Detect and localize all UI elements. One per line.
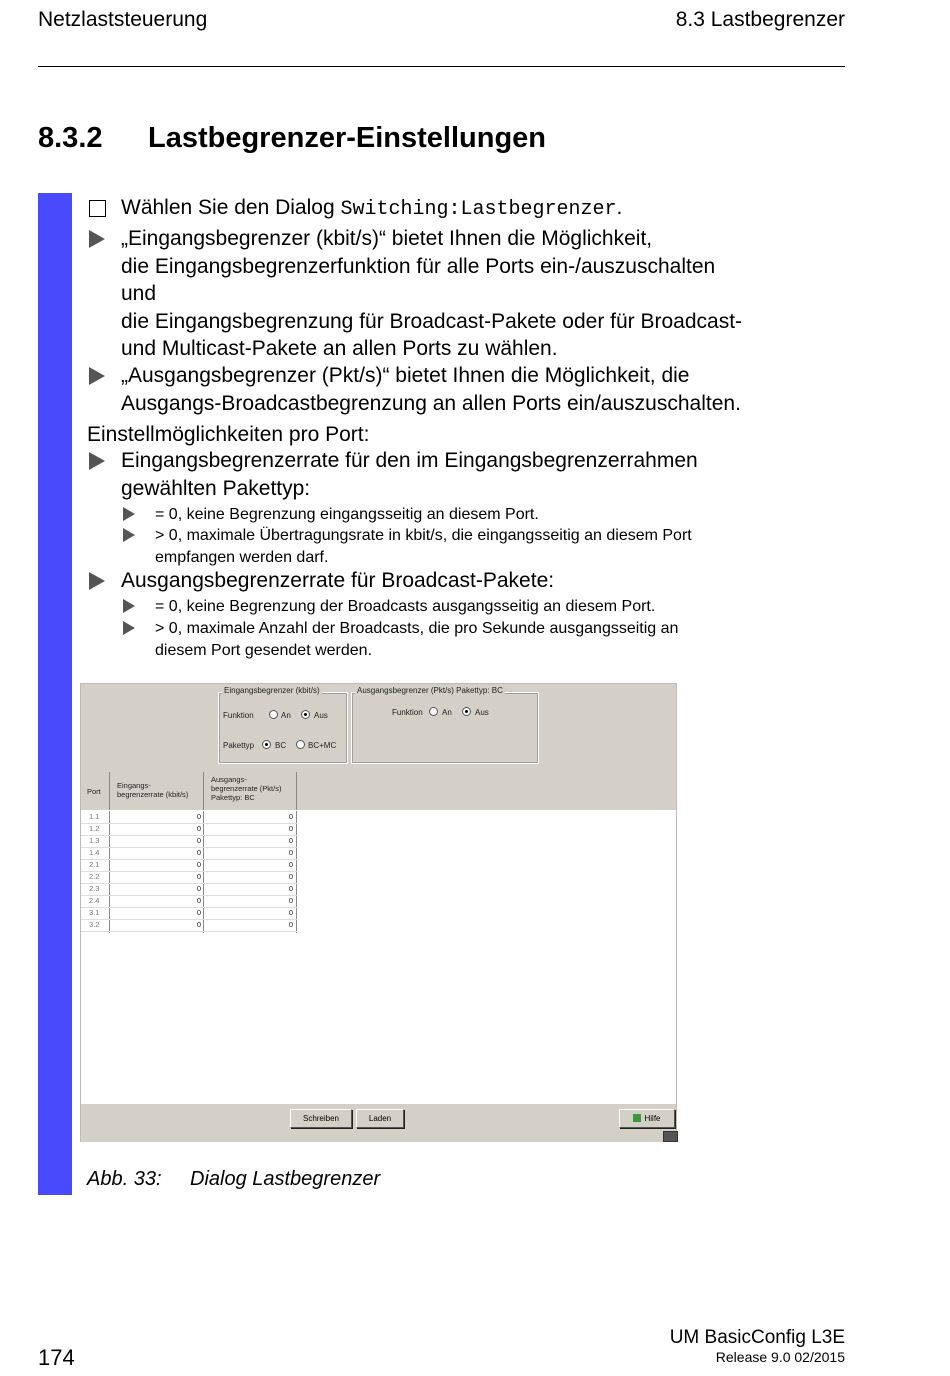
lastbegrenzer-dialog-screenshot — [80, 683, 677, 1142]
ingress-rate-cell[interactable]: 0 — [196, 812, 201, 821]
ingress-function-label: Funktion — [223, 711, 254, 720]
column-header-ingress-rate[interactable]: Eingangs- begrenzerrate (kbit/s) — [117, 781, 189, 799]
option-line: Eingangsbegrenzerrate für den im Eingangsbegrenzerrahmen — [121, 449, 698, 472]
intro-instruction — [121, 194, 622, 224]
bullet-ingress — [121, 225, 742, 363]
egress-function-label: Funktion — [392, 708, 423, 717]
footer-release: Release 9.0 02/2015 — [715, 1349, 845, 1365]
bullet-egress — [121, 362, 741, 417]
ingress-rate-cell[interactable]: 0 — [196, 920, 201, 929]
page-number: 174 — [38, 1345, 75, 1370]
sub-option — [155, 525, 692, 568]
intro-text: Wählen Sie den Dialog — [121, 196, 341, 219]
help-button[interactable] — [619, 1109, 675, 1128]
port-cell: 2.1 — [89, 860, 100, 869]
egress-group-title: Ausgangsbegrenzer (Pkt/s) Pakettyp: BC — [357, 686, 503, 695]
footer-document-title: UM BasicConfig L3E — [669, 1327, 845, 1348]
ingress-rate-cell[interactable]: 0 — [196, 908, 201, 917]
load-button[interactable]: Laden — [356, 1109, 404, 1128]
sub-option-line: = 0, keine Begrenzung eingangsseitig an diesem Port. — [155, 506, 539, 523]
port-option-egress: Ausgangsbegrenzerrate für Broadcast-Pakete: — [121, 569, 555, 592]
ingress-rate-cell[interactable]: 0 — [196, 896, 201, 905]
sub-option-line: empfangen werden darf. — [155, 548, 329, 566]
help-button-label: Hilfe — [644, 1114, 661, 1123]
column-divider — [296, 772, 297, 810]
egress-rate-cell[interactable]: 0 — [288, 812, 293, 821]
ingress-group-title: Eingangsbegrenzer (kbit/s) — [224, 686, 320, 695]
column-divider — [203, 772, 204, 810]
egress-rate-cell[interactable]: 0 — [288, 920, 293, 929]
checkbox-icon — [89, 200, 106, 217]
running-header-right: 8.3 Lastbegrenzer — [675, 8, 845, 31]
intro-end: . — [616, 196, 623, 219]
instruction-sidebar-bar — [38, 193, 72, 1195]
egress-rate-cell[interactable]: 0 — [288, 884, 293, 893]
sub-option-line: > 0, maximale Übertragungsrate in kbit/s, die eingangsseitig an diesem Port — [155, 527, 692, 544]
dialog-settings-area — [81, 684, 676, 772]
port-cell: 2.4 — [89, 896, 100, 905]
ingress-type-bcmc-radio[interactable] — [296, 740, 305, 749]
egress-limiter-group — [351, 692, 539, 764]
egress-rate-cell[interactable]: 0 — [288, 836, 293, 845]
ingress-function-off-radio[interactable] — [301, 710, 310, 719]
ingress-rate-cell[interactable]: 0 — [196, 872, 201, 881]
port-cell: 2.2 — [89, 872, 100, 881]
ingress-type-bc-radio[interactable] — [262, 740, 271, 749]
arrow-bullet-icon — [89, 367, 105, 385]
port-cell: 1.1 — [89, 812, 100, 821]
ingress-function-on-radio[interactable] — [269, 710, 278, 719]
ingress-type-label: Pakettyp — [223, 741, 255, 750]
bullet-line: „Ausgangsbegrenzer (Pkt/s)“ bietet Ihnen die Möglichkeit, die — [121, 364, 690, 387]
bullet-line: und — [121, 282, 157, 305]
bullet-line: die Eingangsbegrenzerfunktion für alle Ports ein-/auszuschalten — [121, 254, 716, 278]
checkmark-icon — [633, 1114, 641, 1122]
egress-rate-cell[interactable]: 0 — [288, 824, 293, 833]
egress-rate-cell[interactable]: 0 — [288, 860, 293, 869]
radio-label: An — [442, 708, 452, 717]
port-cell: 1.2 — [89, 824, 100, 833]
sub-option — [155, 618, 678, 661]
ingress-limiter-group — [218, 692, 348, 764]
arrow-bullet-icon — [89, 572, 105, 590]
ingress-rate-cell[interactable]: 0 — [196, 836, 201, 845]
port-cell: 2.3 — [89, 884, 100, 893]
ingress-rate-cell[interactable]: 0 — [196, 884, 201, 893]
column-header-egress-rate[interactable]: Ausgangs- begrenzerrate (Pkt/s) Pakettyp: BC — [211, 775, 282, 802]
radio-label: Aus — [314, 711, 328, 720]
intro-code: Switching:Lastbegrenzer — [340, 198, 617, 221]
column-header-port[interactable]: Port — [87, 787, 101, 796]
ingress-rate-cell[interactable]: 0 — [196, 824, 201, 833]
section-number: 8.3.2 — [38, 122, 103, 154]
bullet-line: die Eingangsbegrenzung für Broadcast-Pakete oder für Broadcast- — [121, 309, 743, 333]
egress-rate-cell[interactable]: 0 — [288, 872, 293, 881]
figure-label: Abb. 33: — [87, 1168, 162, 1190]
running-header-left: Netzlaststeuerung — [38, 8, 208, 31]
radio-label: Aus — [475, 708, 489, 717]
radio-label: BC — [275, 741, 287, 750]
bullet-line: Ausgangs-Broadcastbegrenzung an allen Ports ein/auszuschalten. — [121, 391, 741, 415]
small-arrow-bullet-icon — [123, 621, 135, 635]
small-arrow-bullet-icon — [123, 599, 135, 613]
egress-function-off-radio[interactable] — [462, 707, 471, 716]
dialog-button-bar — [81, 1104, 676, 1142]
section-heading — [38, 122, 546, 155]
port-table-header — [81, 772, 676, 810]
bullet-line: und Multicast-Pakete an allen Ports zu wählen. — [121, 337, 558, 360]
sub-option-line: > 0, maximale Anzahl der Broadcasts, die pro Sekunde ausgangsseitig an — [155, 620, 679, 637]
status-indicator-icon — [663, 1131, 678, 1142]
small-arrow-bullet-icon — [123, 507, 135, 521]
arrow-bullet-icon — [89, 452, 105, 470]
options-heading: Einstellmöglichkeiten pro Port: — [87, 423, 370, 446]
option-line: gewählten Pakettyp: — [121, 476, 311, 500]
sub-option-line: = 0, keine Begrenzung der Broadcasts ausgangsseitig an diesem Port. — [155, 598, 656, 615]
egress-rate-cell[interactable]: 0 — [288, 908, 293, 917]
egress-rate-cell[interactable]: 0 — [288, 848, 293, 857]
radio-label: An — [281, 711, 291, 720]
port-cell: 1.3 — [89, 836, 100, 845]
port-cell: 3.1 — [89, 908, 100, 917]
small-arrow-bullet-icon — [123, 528, 135, 542]
write-button[interactable]: Schreiben — [290, 1109, 352, 1128]
header-rule — [38, 66, 845, 67]
egress-function-on-radio[interactable] — [429, 707, 438, 716]
bullet-line: „Eingangsbegrenzer (kbit/s)“ bietet Ihnen die Möglichkeit, — [121, 227, 653, 250]
radio-label: BC+MC — [308, 741, 337, 750]
sub-option-line: diesem Port gesendet werden. — [155, 641, 373, 659]
figure-caption: Dialog Lastbegrenzer — [190, 1168, 381, 1190]
section-title: Lastbegrenzer-Einstellungen — [148, 122, 547, 154]
port-cell: 3.2 — [89, 920, 100, 929]
table-row[interactable] — [81, 919, 297, 932]
port-cell: 1.4 — [89, 848, 100, 857]
column-divider — [109, 772, 110, 810]
arrow-bullet-icon — [89, 230, 105, 248]
egress-rate-cell[interactable]: 0 — [288, 896, 293, 905]
port-option-ingress — [121, 447, 698, 502]
ingress-rate-cell[interactable]: 0 — [196, 848, 201, 857]
ingress-rate-cell[interactable]: 0 — [196, 860, 201, 869]
